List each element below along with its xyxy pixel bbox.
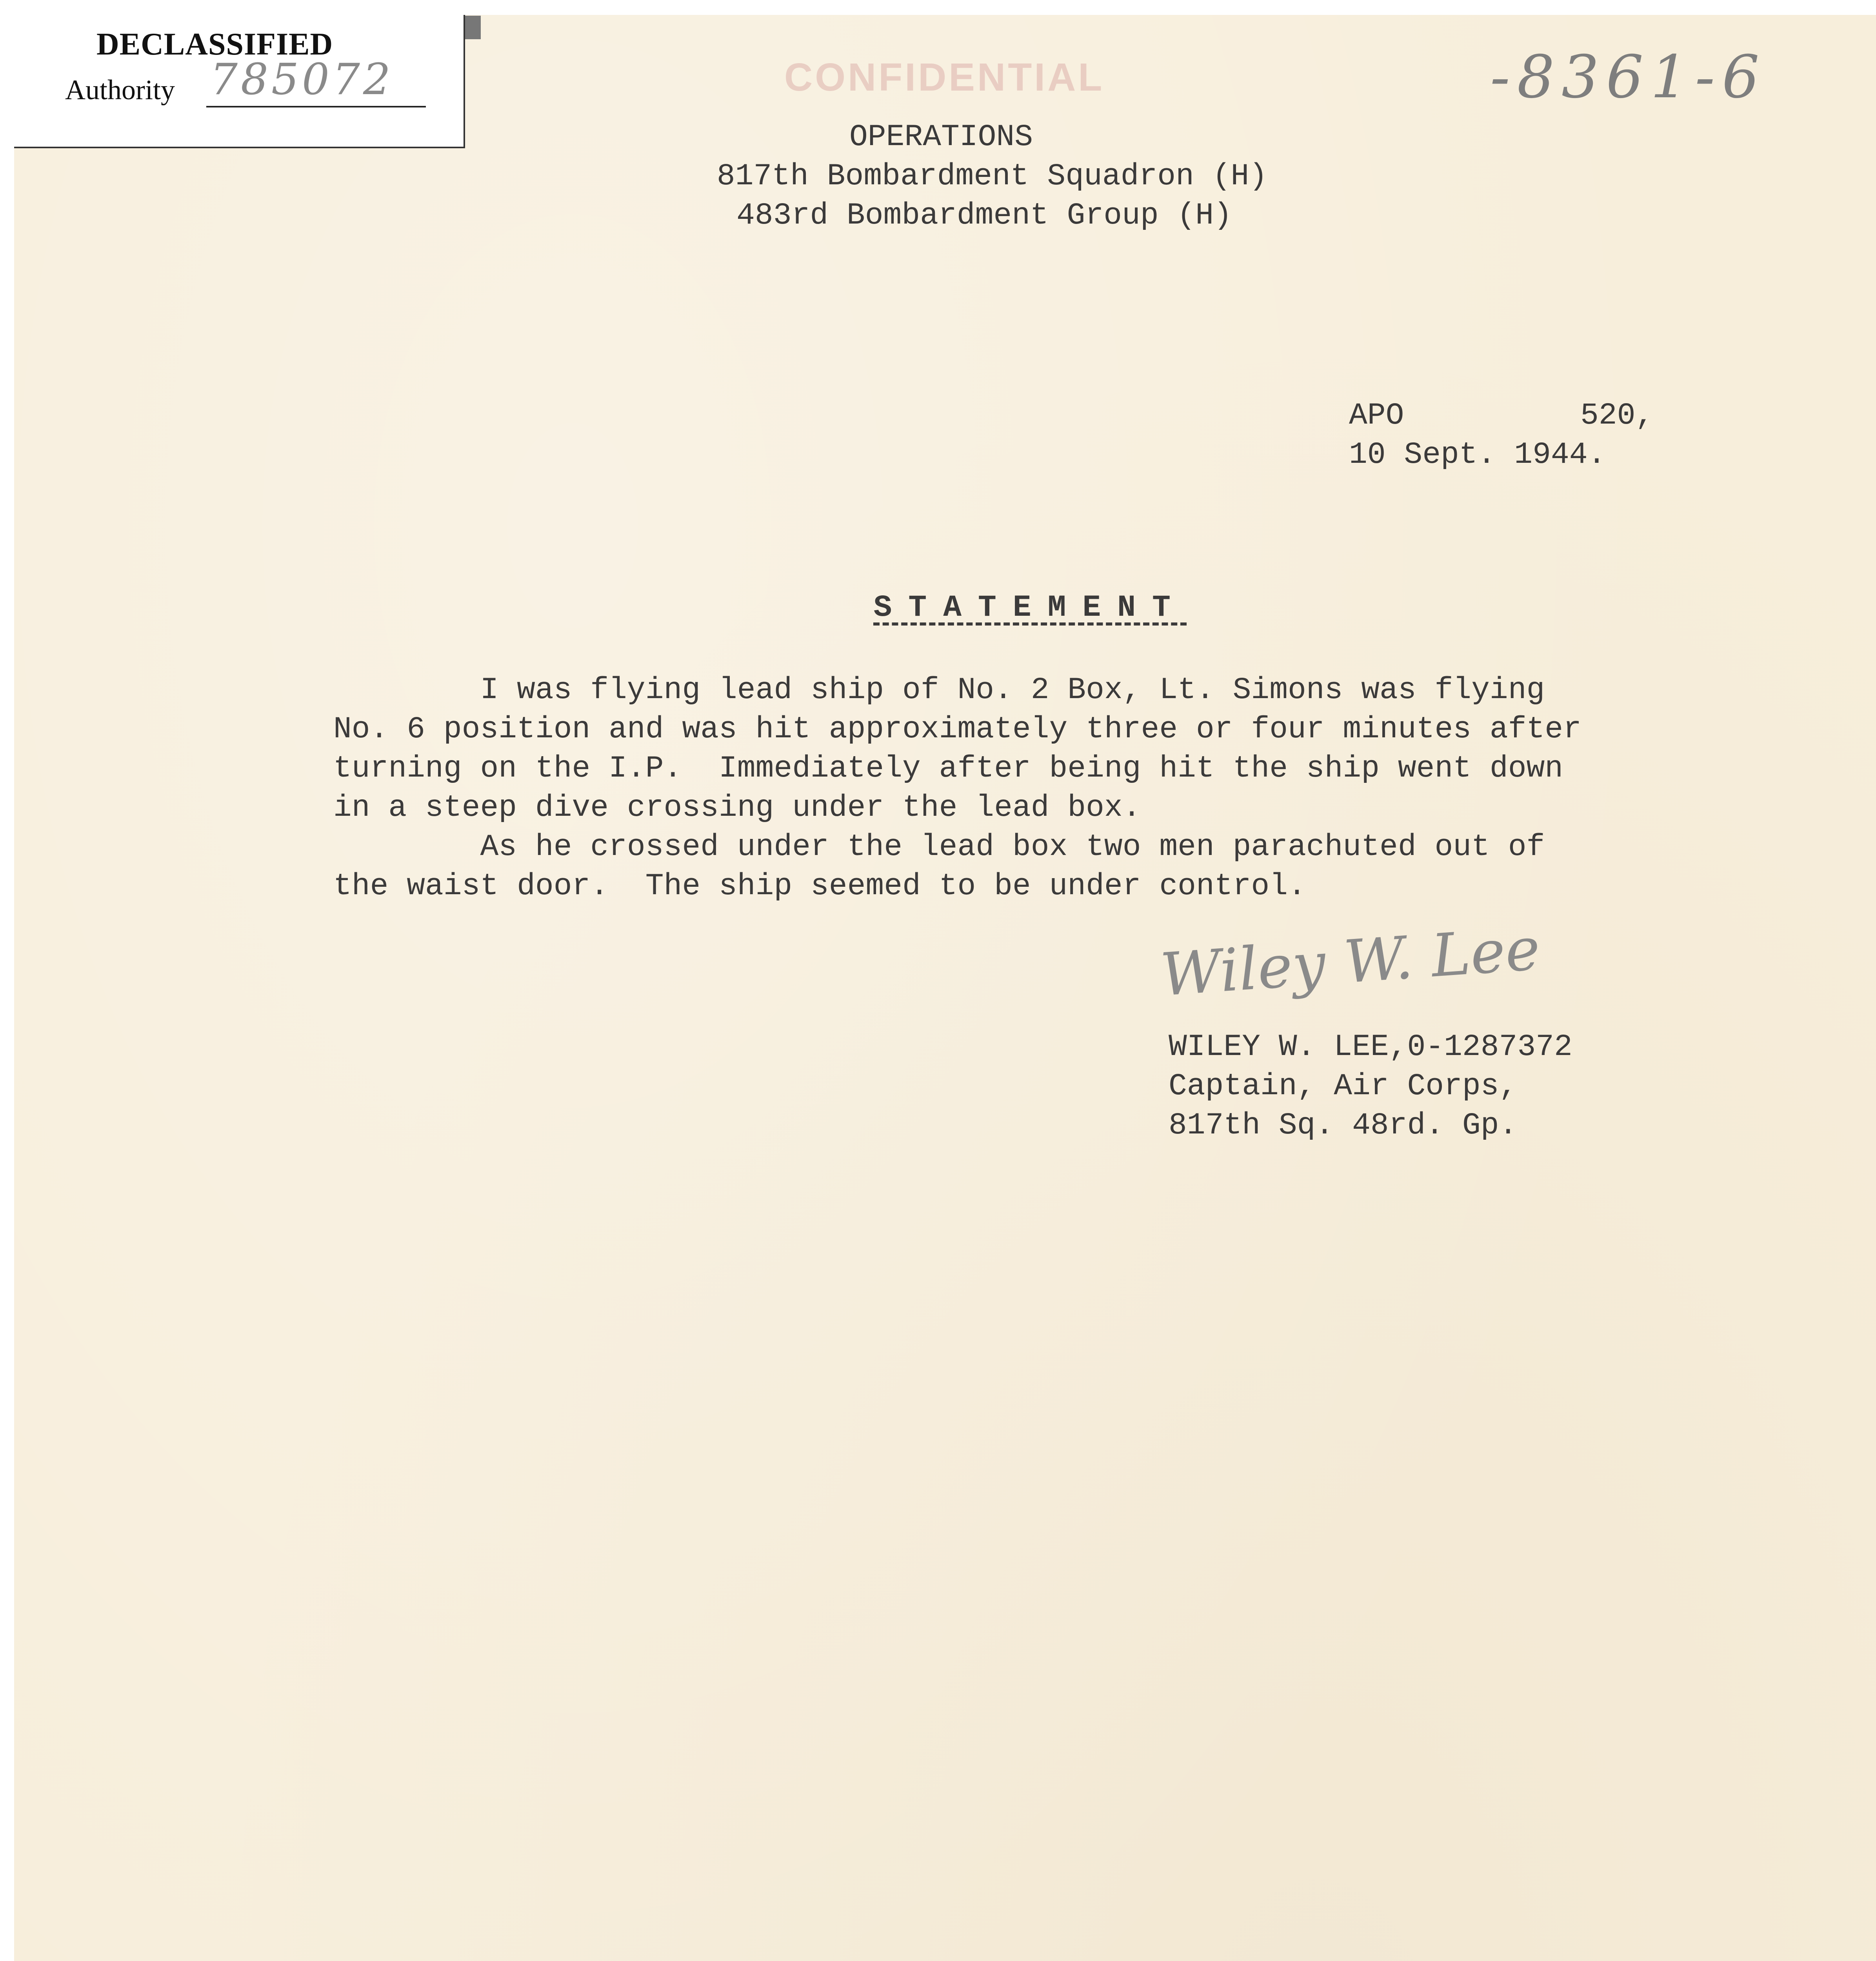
stamp-title: DECLASSIFIED <box>96 27 333 62</box>
letterhead-line-3: 483rd Bombardment Group (H) <box>736 198 1232 233</box>
signature-name: WILEY W. LEE,0-1287372 <box>1169 1030 1572 1064</box>
classification-stamp-top: CONFIDENTIAL <box>784 55 1105 99</box>
handwritten-signature: Wiley W. Lee <box>1158 915 1542 1010</box>
body-line: in a steep dive crossing under the lead box. <box>333 791 1141 825</box>
body-line: the waist door. The ship seemed to be under control. <box>333 869 1306 904</box>
stamp-authority-number: 785072 <box>210 54 394 104</box>
letterhead-line-2: 817th Bombardment Squadron (H) <box>716 159 1268 194</box>
body-line: I was flying lead ship of No. 2 Box, Lt. Simons was flying <box>333 673 1545 708</box>
date-line: 10 Sept. 1944. <box>1349 438 1606 472</box>
signature-rank: Captain, Air Corps, <box>1169 1069 1518 1104</box>
signature-unit: 817th Sq. 48rd. Gp. <box>1169 1108 1518 1143</box>
stamp-authority-line <box>206 106 426 107</box>
stamp-authority-label: Authority <box>65 74 175 106</box>
body-line: As he crossed under the lead box two men parachuted out of <box>333 830 1545 864</box>
letterhead-line-1: OPERATIONS <box>849 120 1033 155</box>
file-number: -8361-6 <box>1490 43 1767 111</box>
apo-number: 520, <box>1580 398 1654 433</box>
body-line: turning on the I.P. Immediately after being hit the ship went down <box>333 751 1563 786</box>
apo-label: APO <box>1349 398 1404 433</box>
stamp-tab <box>465 16 481 39</box>
declassified-stamp <box>14 15 465 148</box>
document-page <box>14 15 1876 1961</box>
heading-text: STATEMENT <box>873 591 1187 625</box>
statement-heading <box>804 549 1187 628</box>
body-line: No. 6 position and was hit approximately three or four minutes after <box>333 712 1582 747</box>
